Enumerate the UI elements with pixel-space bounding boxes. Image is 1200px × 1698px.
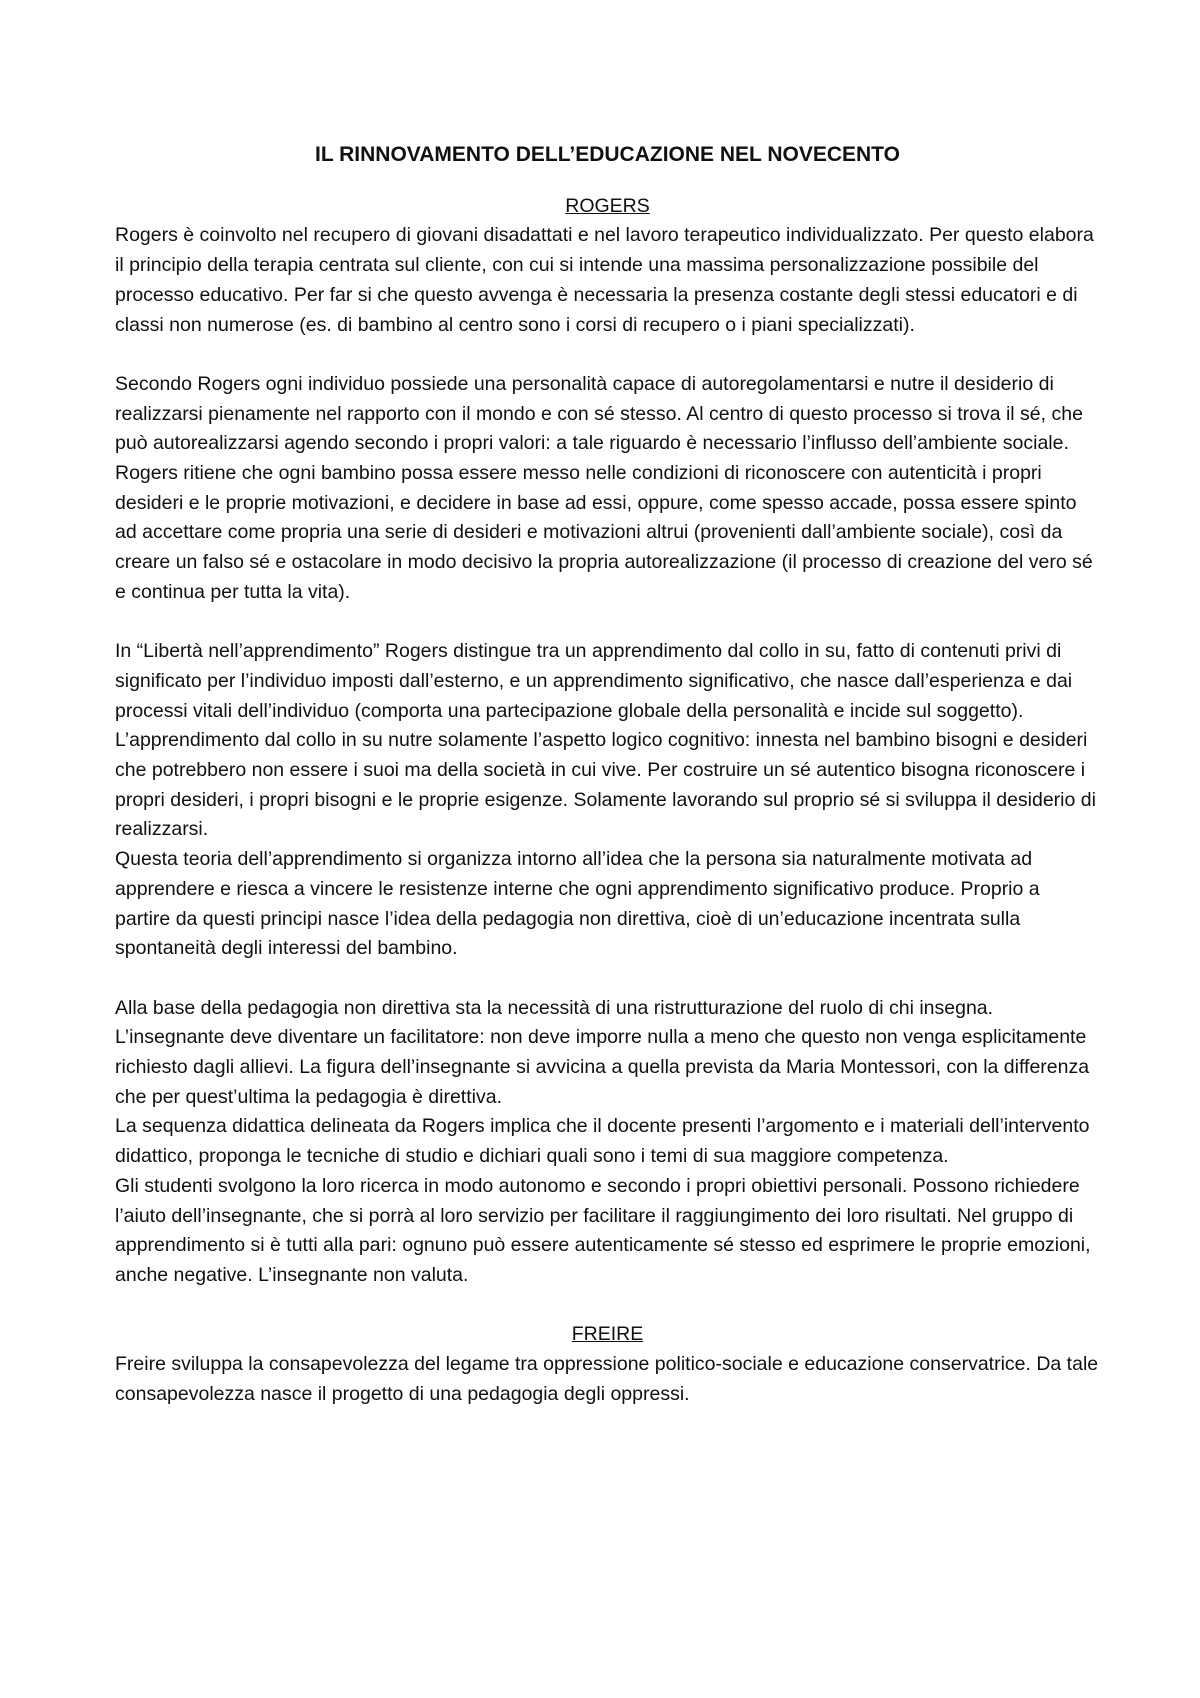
paragraph: Gli studenti svolgono la loro ricerca in modo autonomo e secondo i propri obiettivi personali. Possono richiedere l’aiuto dell’insegnante, che si porrà al loro servizio per facilitare il raggiungimento dei loro risultati. Nel gruppo di apprendimento si è tutti alla pari: ognuno può essere autenticamente sé stesso ed esprimere le proprie emozioni, anche negative. L’insegnante non valuta. [115,1174,1091,1286]
paragraph: Freire sviluppa la consapevolezza del legame tra oppressione politico-sociale e educazione conservatrice. Da tale consapevolezza nasce il progetto di una pedagogia degli oppressi. [115,1353,1099,1405]
document-title: IL RINNOVAMENTO DELL’EDUCAZIONE NEL NOVECENTO [315,143,900,166]
section-heading-freire: FREIRE [571,1323,644,1346]
paragraph: La sequenza didattica delineata da Rogers implica che il docente presenti l’argomento e i materiali dell’intervento didattico, proponga le tecniche di studio e dichiari quali sono i temi di sua maggiore competenza. [115,1115,1090,1168]
paragraph: In “Libertà nell’apprendimento” Rogers distingue tra un apprendimento dal collo in su, fatto di contenuti privi di significato per l’individuo imposti dall’esterno, e un apprendimento significativo, che nasce dall’esperienza e dai processi vitali dell’individuo (comporta una partecipazione globale della personalità e incide sul soggetto). L’apprendimento dal collo in su nutre solamente l’aspetto logico cognitivo: innesta nel bambino bisogni e desideri che potrebbero non essere i suoi ma della società in cui vive. Per costruire un sé autentico bisogna riconoscere i propri desideri, i propri bisogni e le proprie esigenze. Solamente lavorando sul proprio sé si sviluppa il desiderio di realizzarsi. [115,640,1096,841]
paragraph: Alla base della pedagogia non direttiva sta la necessità di una ristrutturazione del ruolo di chi insegna. L’insegnante deve diventare un facilitatore: non deve imporre nulla a meno che questo non venga esplicitamente richiesto dagli allievi. La figura dell’insegnante si avvicina a quella prevista da Maria Montessori, con la differenza che per quest’ultima la pedagogia è direttiva. [115,996,1090,1108]
paragraph: Secondo Rogers ogni individuo possiede una personalità capace di autoregolamentarsi e nutre il desiderio di realizzarsi pienamente nel rapporto con il mondo e con sé stesso. Al centro di questo processo si trova il sé, che può autorealizzarsi agendo secondo i propri valori: a tale riguardo è necessario l’influsso dell’ambiente sociale. Rogers ritiene che ogni bambino possa essere messo nelle condizioni di riconoscere con autenticità i propri desideri e le proprie motivazioni, e decidere in base ad essi, oppure, come spesso accade, possa essere spinto ad accettare come propria una serie di desideri e motivazioni altrui (provenienti dall’ambiente sociale), così da creare un falso sé e ostacolare in modo decisivo la propria autorealizzazione (il processo di creazione del vero sé e continua per tutta la vita). [115,372,1093,603]
paragraph-gap [115,340,1100,370]
paragraph: Questa teoria dell’apprendimento si organizza intorno all’idea che la persona sia naturalmente motivata ad apprendere e riesca a vincere le resistenze interne che ogni apprendimento significativo produce. Proprio a partire da questi principi nasce l’idea della pedagogia non direttiva, cioè di un’educazione incentrata sulla spontaneità degli interessi del bambino. [115,848,1040,960]
paragraph: Rogers è coinvolto nel recupero di giovani disadattati e nel lavoro terapeutico individualizzato. Per questo elabora il principio della terapia centrata sul cliente, con cui si intende una massima personalizzazione possibile del processo educativo. Per far si che questo avvenga è necessaria la presenza costante degli stessi educatori e di classi non numerose (es. di bambino al centro sono i corsi di recupero o i piani specializzati). [115,224,1094,336]
paragraph-gap [115,964,1100,994]
document-page [115,140,1100,1409]
paragraph-gap [115,608,1100,638]
paragraph-gap [115,1291,1100,1321]
section-heading-rogers: ROGERS [565,194,650,217]
